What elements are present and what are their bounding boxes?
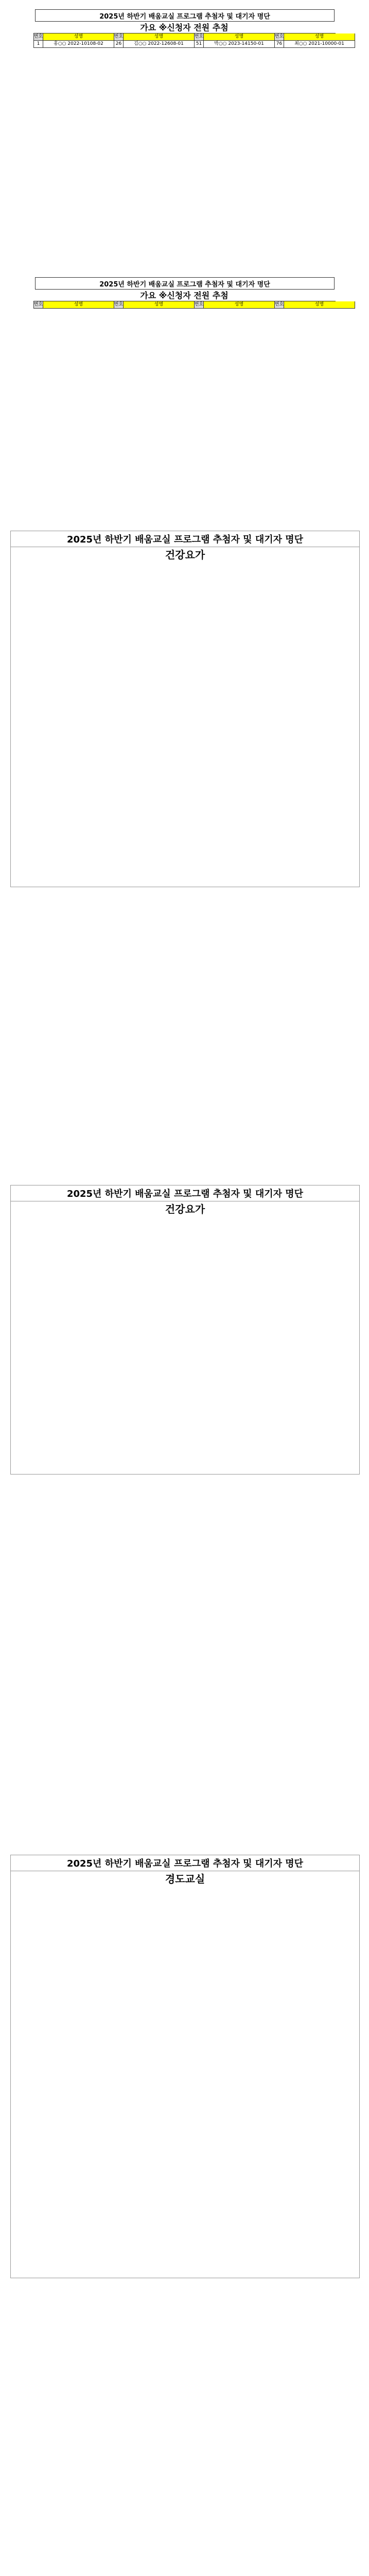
section-subtitle-1: 가요 ※신청자 전원 추첨 [140,23,229,32]
cell: 박○○ 2023-14150-01 [204,41,275,48]
card-gyeongdo-title: 2025년 하반기 배움교실 프로그램 추첨자 및 대기자 명단 [11,1855,359,1871]
col-head-number: 번호 [34,301,43,309]
col-head-number: 번호 [114,301,124,309]
page-title-2: 2025년 하반기 배움교실 프로그램 추첨자 및 대기자 명단 [35,277,335,290]
cell: 76 [275,41,284,48]
cell: 최○○ 2021-10000-01 [284,41,355,48]
cell: 홍○○ 2022-10108-02 [43,41,114,48]
col-head-name: 성명 [124,301,195,309]
card-yoga-1-title: 2025년 하반기 배움교실 프로그램 추첨자 및 대기자 명단 [11,531,359,547]
card-gyeongdo [10,1855,360,2278]
card-gyeongdo-subtitle: 경도교실 [165,1872,205,1885]
cell: 김○○ 2022-12608-01 [124,41,195,48]
cell: 26 [114,41,124,48]
col-head-name: 성명 [43,301,114,309]
col-head-name: 성명 [284,33,355,41]
col-head-name: 성명 [124,33,195,41]
col-head-number: 번호 [114,33,124,41]
col-head-name: 성명 [43,33,114,41]
table-1 [33,33,344,48]
col-head-number: 번호 [34,33,43,41]
card-yoga-1-subtitle: 건강요가 [165,548,205,561]
card-yoga-2 [10,1185,360,1475]
card-yoga-2-title: 2025년 하반기 배움교실 프로그램 추첨자 및 대기자 명단 [11,1185,359,1201]
cell: 1 [34,41,43,48]
section-subtitle-2: 가요 ※신청자 전원 추첨 [140,291,229,300]
card-yoga-1 [10,531,360,887]
card-yoga-2-subtitle: 건강요가 [165,1202,205,1215]
col-head-number: 번호 [195,33,204,41]
col-head-number: 번호 [275,33,284,41]
col-head-name: 성명 [204,33,275,41]
col-head-number: 번호 [195,301,204,309]
cell: 51 [195,41,204,48]
page-title-1: 2025년 하반기 배움교실 프로그램 추첨자 및 대기자 명단 [35,9,335,22]
col-head-number: 번호 [275,301,284,309]
table-2 [33,301,336,309]
col-head-name: 성명 [284,301,355,309]
col-head-name: 성명 [204,301,275,309]
